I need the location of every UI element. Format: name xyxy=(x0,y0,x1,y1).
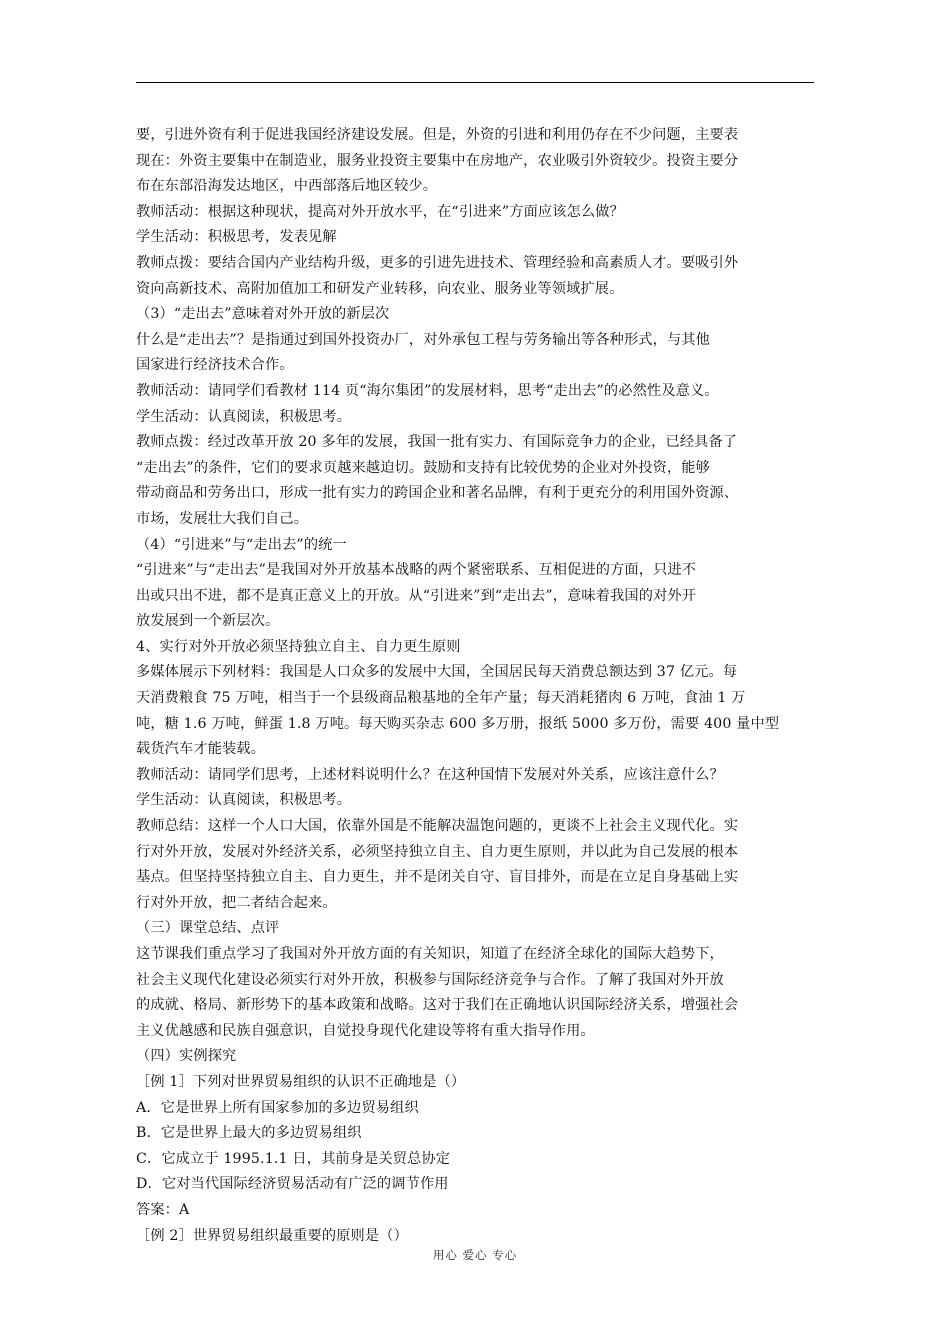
text-line: 国家进行经济技术合作。 xyxy=(136,357,294,374)
text-line: 多媒体展示下列材料：我国是人口众多的发展中大国，全国居民每天消费总额达到 37 亿元。每 xyxy=(136,664,738,681)
text-line: 载货汽车才能装载。 xyxy=(136,741,266,758)
text-line: B．它是世界上最大的多边贸易组织 xyxy=(136,1125,362,1142)
text-line: A．它是世界上所有国家参加的多边贸易组织 xyxy=(136,1099,419,1116)
text-line: 行对外开放，发展对外经济关系，必须坚持独立自主、自力更生原则，并以此为自己发展的根本 xyxy=(136,843,739,860)
text-line: 放发展到一个新层次。 xyxy=(136,613,280,630)
text-line: 要，引进外资有利于促进我国经济建设发展。但是，外资的引进和利用仍存在不少问题，主要表 xyxy=(136,127,739,143)
text-line: 吨，糖 1.6 万吨，鲜蛋 1.8 万吨。每天购买杂志 600 多万册，报纸 5000 多万份，需要 400 量中型 xyxy=(136,715,780,732)
text-line: （3）“走出去”意味着对外开放的新层次 xyxy=(136,306,390,323)
text-line: 4、实行对外开放必须坚持独立自主、自力更生原则 xyxy=(136,638,461,655)
header-rule xyxy=(136,82,814,83)
text-line: 教师活动：请同学们看教材 114 页“海尔集团”的发展材料，思考“走出去”的必然性及意义。 xyxy=(136,382,719,399)
text-line: 答案：A xyxy=(136,1201,190,1218)
text-line: 行对外开放，把二者结合起来。 xyxy=(136,894,337,911)
text-line: 学生活动：积极思考，发表见解 xyxy=(136,229,337,246)
text-line: 这节课我们重点学习了我国对外开放方面的有关知识，知道了在经济全球化的国际大趋势下， xyxy=(136,946,724,962)
text-line: “引进来”与“走出去”是我国对外开放基本战略的两个紧密联系、互相促进的方面，只进不 xyxy=(136,562,697,579)
text-line: 出或只出不进，都不是真正意义上的开放。从“引进来”到“走出去”，意味着我国的对外开 xyxy=(136,587,697,604)
text-line: （4）“引进来”与“走出去”的统一 xyxy=(136,536,347,553)
text-line: （三）课堂总结、点评 xyxy=(136,920,280,937)
text-line: “走出去”的条件，它们的要求页越来越迫切。鼓励和支持有比较优势的企业对外投资，能够 xyxy=(136,459,710,476)
text-line: ［例 2］世界贸易组织最重要的原则是（） xyxy=(136,1227,408,1244)
text-line: 布在东部沿海发达地区，中西部落后地区较少。 xyxy=(136,178,438,195)
text-line: 基点。但坚持坚持独立自主、自力更生，并不是闭关自守、盲目排外，而是在立足自身基础上实 xyxy=(136,869,739,886)
text-line: 教师点拨：要结合国内产业结构升级，更多的引进先进技术、管理经验和高素质人才。要吸引外 xyxy=(136,254,739,271)
text-line: 社会主义现代化建设必须实行对外开放，积极参与国际经济竞争与合作。了解了我国对外开放 xyxy=(136,971,724,988)
text-line: 天消费粮食 75 万吨，相当于一个县级商品粮基地的全年产量；每天消耗猪肉 6 万吨，食油 1 万 xyxy=(136,690,746,707)
text-line: （四）实例探究 xyxy=(136,1048,237,1065)
page-footer: 用心 爱心 专心 xyxy=(432,1248,518,1262)
text-line: C．它成立于 1995.1.1 日，其前身是关贸总协定 xyxy=(136,1150,451,1167)
text-line: D．它对当代国际经济贸易活动有广泛的调节作用 xyxy=(136,1176,449,1193)
text-line: 教师活动：请同学们思考，上述材料说明什么？在这种国情下发展对外关系，应该注意什么？ xyxy=(136,766,724,783)
text-line: 现在：外资主要集中在制造业，服务业投资主要集中在房地产，农业吸引外资较少。投资主要分 xyxy=(136,152,739,169)
text-line: ［例 1］下列对世界贸易组织的认识不正确地是（） xyxy=(136,1073,466,1090)
text-line: 市场，发展壮大我们自己。 xyxy=(136,510,309,527)
text-line: 主义优越感和民族自强意识，自觉投身现代化建设等将有重大指导作用。 xyxy=(136,1022,595,1039)
text-line: 学生活动：认真阅读，积极思考。 xyxy=(136,792,352,809)
document-body xyxy=(136,123,820,1249)
text-line: 学生活动：认真阅读，积极思考。 xyxy=(136,408,352,425)
text-line: 的成就、格局、新形势下的基本政策和战略。这对于我们在正确地认识国际经济关系，增强社会 xyxy=(136,997,739,1014)
text-line: 带动商品和劳务出口，形成一批有实力的跨国企业和著名品牌，有利于更充分的利用国外资源、 xyxy=(136,485,739,502)
text-line: 教师点拨：经过改革开放 20 多年的发展，我国一批有实力、有国际竞争力的企业，已经具备了 xyxy=(136,434,738,451)
text-line: 教师活动：根据这种现状，提高对外开放水平，在“引进来”方面应该怎么做？ xyxy=(136,203,624,220)
text-line: 教师总结：这样一个人口大国，依靠外国是不能解决温饱问题的，更谈不上社会主义现代化。实 xyxy=(136,818,739,835)
text-line: 资向高新技术、高附加值加工和研发产业转移，向农业、服务业等领域扩展。 xyxy=(136,280,624,297)
text-line: 什么是“走出去”？是指通过到国外投资办厂，对外承包工程与劳务输出等各种形式，与其他 xyxy=(136,331,710,348)
